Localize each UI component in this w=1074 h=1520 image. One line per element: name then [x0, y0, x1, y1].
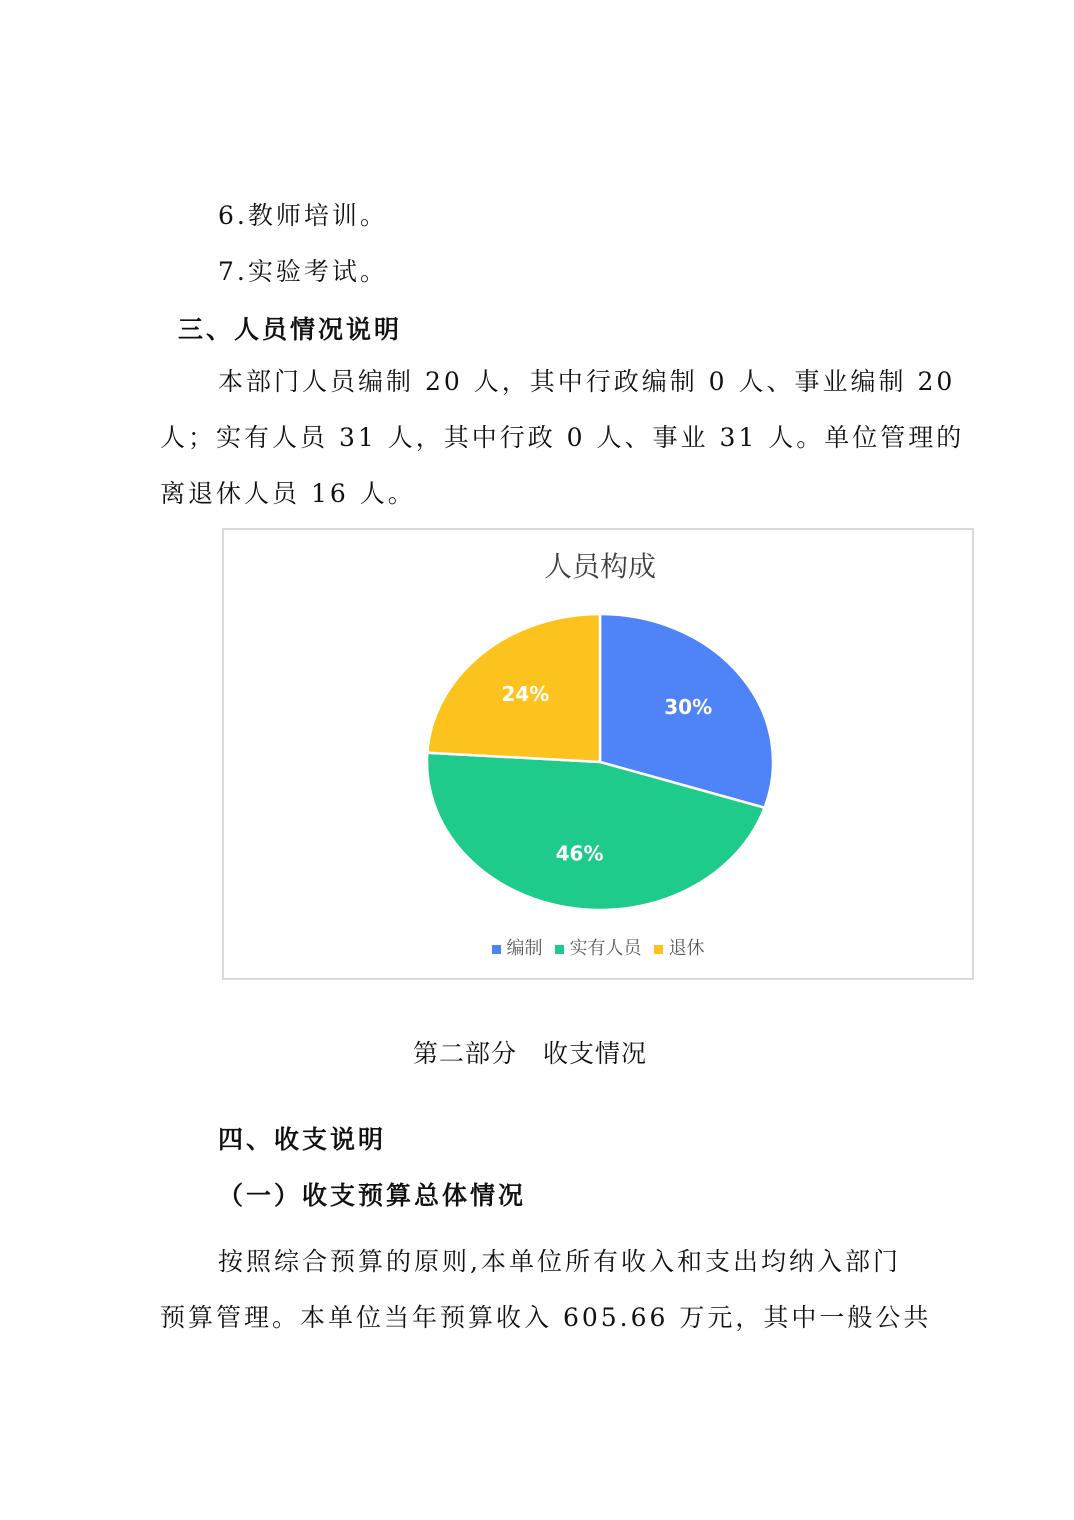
legend-swatch-1: [555, 945, 564, 954]
legend-item-2: [654, 934, 705, 960]
staff-paragraph-line-3: 离退休人员 16 人。: [160, 479, 416, 508]
legend-label-0: 编制: [506, 938, 543, 959]
legend-item-0: [492, 934, 543, 960]
subsection-heading-budget-overview: （一）收支预算总体情况: [218, 1181, 527, 1210]
legend-label-1: 实有人员: [569, 938, 642, 959]
section-heading-income-expense: 四、收支说明: [218, 1125, 387, 1154]
pie-chart-svg: [224, 530, 972, 978]
budget-paragraph-line-1: 按照综合预算的原则,本单位所有收入和支出均纳入部门: [218, 1247, 901, 1276]
pie-slice-label-2: 24%: [501, 682, 550, 707]
staff-composition-chart: [222, 528, 974, 980]
chart-legend: [224, 934, 972, 960]
chart-title: 人员构成: [543, 550, 657, 583]
legend-item-1: [555, 934, 642, 960]
budget-paragraph-line-2: 预算管理。本单位当年预算收入 605.66 万元，其中一般公共: [160, 1303, 932, 1332]
legend-swatch-0: [492, 945, 501, 954]
staff-paragraph-line-1: 本部门人员编制 20 人，其中行政编制 0 人、事业编制 20: [218, 367, 956, 396]
pie-slice-label-1: 46%: [555, 841, 604, 866]
section-heading-staff: 三、人员情况说明: [178, 315, 403, 344]
staff-paragraph-line-2: 人；实有人员 31 人，其中行政 0 人、事业 31 人。单位管理的: [160, 423, 965, 452]
list-item-teacher-training: 6.教师培训。: [218, 201, 388, 230]
legend-swatch-2: [654, 945, 663, 954]
pie-slice-label-0: 30%: [664, 695, 713, 720]
legend-label-2: 退休: [668, 938, 705, 959]
list-item-lab-exam: 7.实验考试。: [218, 257, 388, 286]
part-heading-income-expense: 第二部分 收支情况: [413, 1039, 648, 1068]
